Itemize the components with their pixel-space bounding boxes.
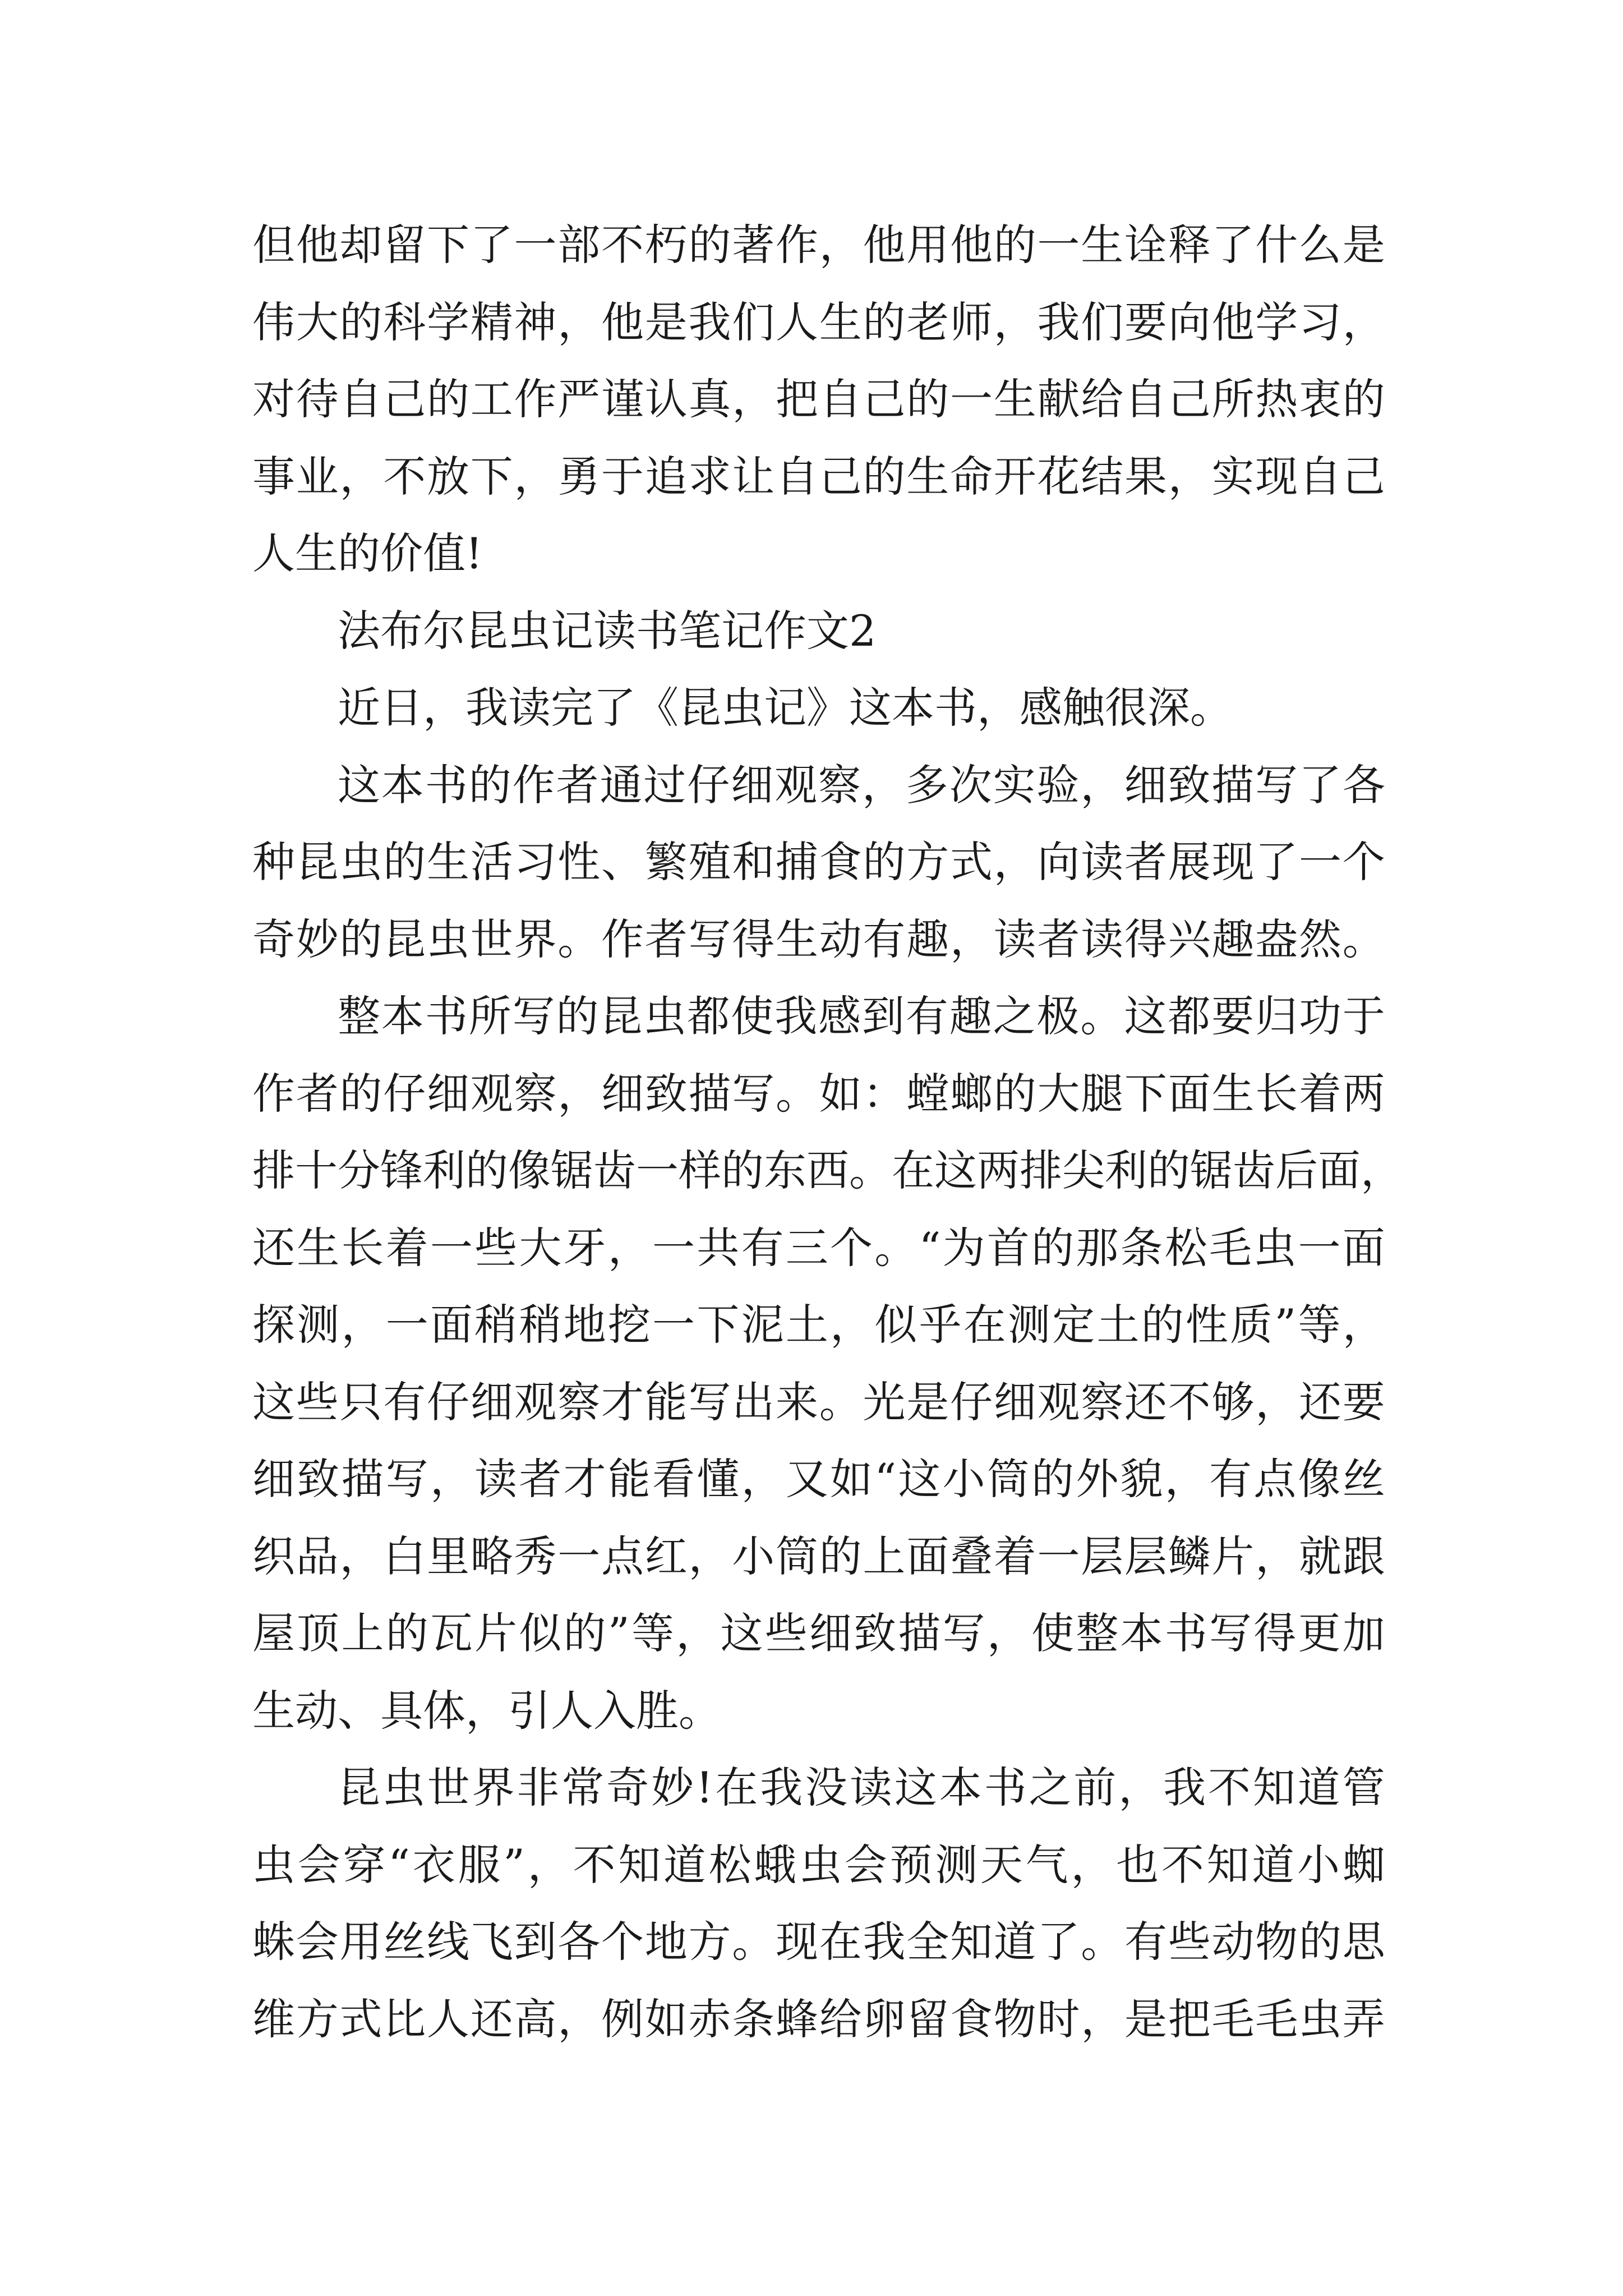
text-line: 事 业 ， 不 放 下 ， 勇 于 追 求 让 自 己 的 生 命 开 花 结 果 ， 实 现 自 己 bbox=[252, 451, 1385, 501]
text-line: 这 些 只 有 仔 细 观 察 才 能 写 出 来 。 光 是 仔 细 观 察 还 不 够 ， 还 要 bbox=[252, 1377, 1385, 1427]
text-line: 生动、具体，引人入胜。 bbox=[252, 1685, 721, 1736]
text-line: 细 致 描 写 ， 读 者 才 能 看 懂 ， 又 如 “ 这 小 筒 的 外 貌 ， 有 点 像 丝 bbox=[252, 1454, 1385, 1504]
text-line: 昆 虫 世 界 非 常 奇 妙 ! 在 我 没 读 这 本 书 之 前 ， 我 不 知 道 管 bbox=[338, 1763, 1385, 1812]
text-line: 虫 会 穿 “ 衣 服 ” ， 不 知 道 松 蛾 虫 会 预 测 天 气 ， 也 不 知 道 小 蜘 bbox=[252, 1839, 1385, 1890]
text-line: 探 测 ， 一 面 稍 稍 地 挖 一 下 泥 土 ， 似 乎 在 测 定 土 的 性 质 ” 等 ， bbox=[252, 1300, 1385, 1350]
text-line: 奇 妙 的 昆 虫 世 界 。 作 者 写 得 生 动 有 趣 ， 读 者 读 得 兴 趣 盎 然 。 bbox=[252, 914, 1385, 964]
text-line: 但 他 却 留 下 了 一 部 不 朽 的 著 作 ， 他 用 他 的 一 生 诠 释 了 什 么 是 bbox=[252, 220, 1385, 270]
text-line: 伟 大 的 科 学 精 神 ， 他 是 我 们 人 生 的 老 师 ， 我 们 要 向 他 学 习 ， bbox=[252, 297, 1385, 347]
text-line: 对 待 自 己 的 工 作 严 谨 认 真 ， 把 自 己 的 一 生 献 给 自 己 所 热 衷 的 bbox=[252, 374, 1385, 424]
text-line: 屋 顶 上 的 瓦 片 似 的 ” 等 ， 这 些 细 致 描 写 ， 使 整 本 书 写 得 更 加 bbox=[252, 1608, 1385, 1658]
text-line: 法布尔昆虫记读书笔记作文2 bbox=[338, 605, 877, 656]
body-text bbox=[252, 206, 1403, 2058]
text-line: 整 本 书 所 写 的 昆 虫 都 使 我 感 到 有 趣 之 极 。 这 都 要 归 功 于 bbox=[338, 991, 1385, 1041]
text-line: 近日，我读完了《昆虫记》这本书，感触很深。 bbox=[338, 683, 1233, 733]
text-line: 作 者 的 仔 细 观 察 ， 细 致 描 写 。 如 ： 螳 螂 的 大 腿 下 面 生 长 着 两 bbox=[252, 1068, 1385, 1119]
text-line: 维 方 式 比 人 还 高 ， 例 如 赤 条 蜂 给 卵 留 食 物 时 ， 是 把 毛 毛 虫 弄 bbox=[252, 1994, 1385, 2044]
text-line: 蛛 会 用 丝 线 飞 到 各 个 地 方 。 现 在 我 全 知 道 了 。 有 些 动 物 的 思 bbox=[252, 1917, 1385, 1967]
text-line: 种 昆 虫 的 生 活 习 性 、 繁 殖 和 捕 食 的 方 式 ， 向 读 者 展 现 了 一 个 bbox=[252, 837, 1385, 887]
text-line: 人生的价值! bbox=[252, 528, 483, 578]
text-line: 还 生 长 着 一 些 大 牙 ， 一 共 有 三 个 。 “ 为 首 的 那 条 松 毛 虫 一 面 bbox=[252, 1222, 1385, 1273]
text-line: 排 十 分 锋 利 的 像 锯 齿 一 样 的 东 西 。 在 这 两 排 尖 利 的 锯 齿 后 面 ， bbox=[252, 1145, 1403, 1195]
text-line: 这 本 书 的 作 者 通 过 仔 细 观 察 ， 多 次 实 验 ， 细 致 描 写 了 各 bbox=[338, 760, 1385, 810]
text-line: 织 品 ， 白 里 略 秀 一 点 红 ， 小 筒 的 上 面 叠 着 一 层 层 鳞 片 ， 就 跟 bbox=[252, 1531, 1385, 1581]
